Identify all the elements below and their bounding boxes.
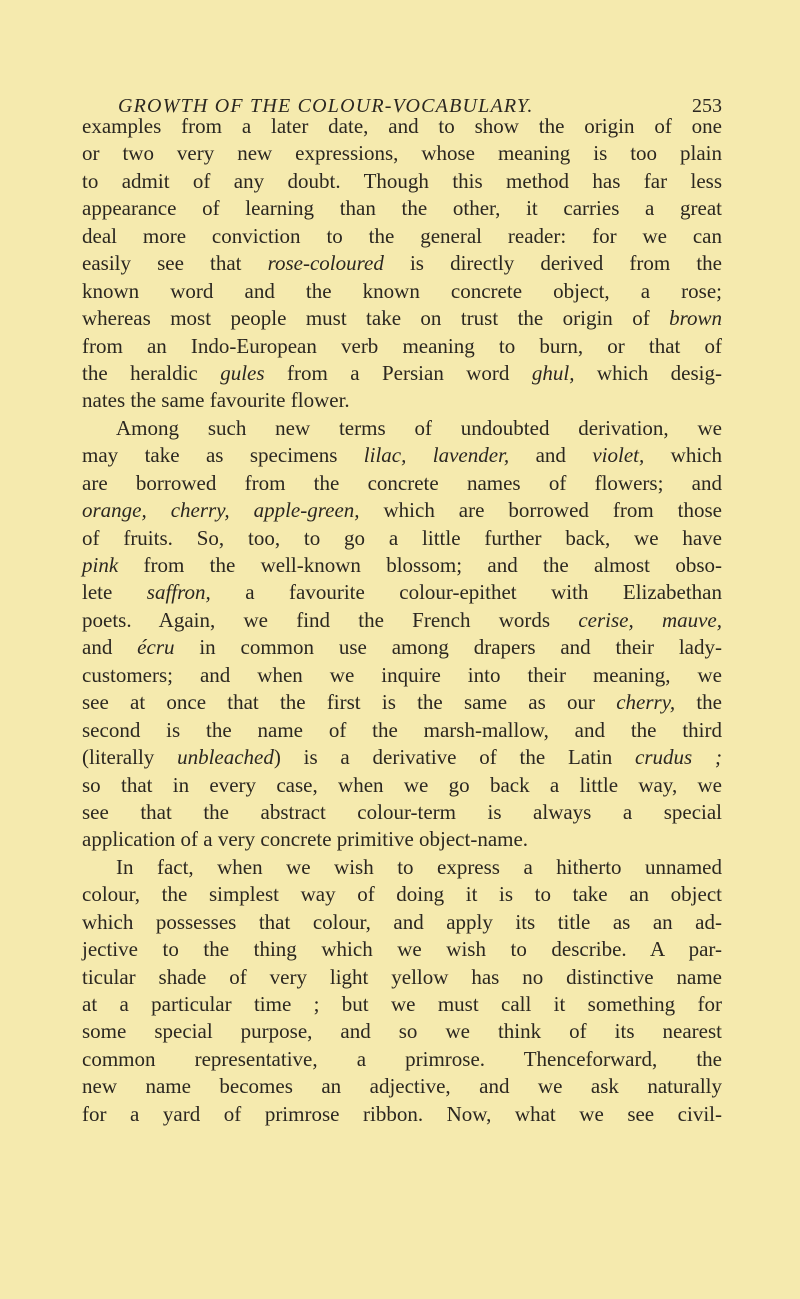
text-run: see that the abstract colour-term is always a special [82, 799, 722, 824]
text-run: Among such new terms of undoubted derivation, we [116, 415, 722, 440]
text-run: of fruits. So, too, to go a little further back, we have [82, 525, 722, 550]
text-run: In fact, when we wish to express a hitherto unnamed [116, 854, 722, 879]
text-run: which are borrowed from those [359, 498, 722, 523]
text-line [82, 525, 722, 552]
text-run: customers; and when we inquire into their meaning, we [82, 662, 722, 687]
text-run: which [644, 443, 722, 468]
text-line [82, 387, 722, 414]
text-line [82, 497, 722, 524]
text-line [82, 360, 722, 387]
text-line [82, 634, 722, 661]
text-run: from an Indo-European verb meaning to burn, or that of [82, 333, 722, 358]
text-line [82, 442, 722, 469]
text-run: from the well-known blossom; and the almost obso- [118, 553, 722, 577]
text-run: examples from a later date, and to show the origin of one [82, 114, 722, 138]
text-line [82, 223, 722, 250]
text-line [82, 305, 722, 332]
text-run: ticular shade of very light yellow has no distinctive name [82, 964, 722, 989]
text-line [82, 415, 722, 442]
text-line [82, 936, 722, 963]
running-title: GROWTH OF THE COLOUR-VOCABULARY. [118, 95, 534, 117]
body-text [82, 113, 722, 1128]
page-number: 253 [692, 95, 722, 117]
text-run: which possesses that colour, and apply its title as an ad- [82, 909, 722, 934]
text-line [82, 470, 722, 497]
text-run: whereas most people must take on trust the origin of [82, 306, 670, 331]
italic-term: pink [82, 553, 119, 577]
text-run: deal more conviction to the general reader: for we can [82, 223, 722, 248]
italic-term: écru [137, 635, 175, 660]
text-run: known word and the known concrete object, a rose; [82, 278, 722, 303]
text-line [82, 689, 722, 716]
text-line [82, 964, 722, 991]
text-run: jective to the thing which we wish to describe. A par- [82, 937, 722, 962]
italic-term: crudus ; [635, 745, 722, 770]
text-run: the [675, 690, 722, 715]
text-run: ) is a derivative of the Latin [273, 745, 636, 770]
text-line [82, 772, 722, 799]
text-run: or two very new expressions, whose meaning is too plain [82, 141, 722, 166]
text-run: new name becomes an adjective, and we ask naturally [82, 1074, 722, 1099]
text-run: so that in every case, when we go back a little way, we [82, 772, 722, 797]
text-run: some special purpose, and so we think of its nearest [82, 1019, 722, 1044]
text-run: common representative, a primrose. Thenceforward, the [82, 1046, 722, 1071]
italic-term: lilac, lavender, [363, 443, 510, 468]
text-run: application of a very concrete primitive object-name. [82, 827, 529, 852]
text-line [82, 1046, 722, 1073]
text-run: the heraldic [82, 360, 221, 385]
text-line [82, 552, 722, 579]
italic-term: rose-coloured [267, 251, 384, 276]
text-run: at a particular time ; but we must call it something for [82, 992, 722, 1016]
text-line [82, 662, 722, 689]
italic-term: ghul, [531, 360, 575, 385]
text-line [82, 607, 722, 634]
text-line [82, 195, 722, 222]
text-run: and [509, 443, 593, 468]
text-line [82, 140, 722, 167]
text-run: second is the name of the marsh-mallow, and the third [82, 717, 722, 742]
italic-term: orange, cherry, apple-green, [82, 498, 360, 523]
text-run: and [82, 635, 138, 660]
text-line [82, 278, 722, 305]
text-line [82, 113, 722, 140]
italic-term: unbleached [177, 745, 274, 770]
italic-term: saffron, [146, 580, 211, 605]
text-run: see at once that the first is the same as our [82, 690, 617, 715]
text-run: a favourite colour-epithet with Elizabethan [210, 580, 723, 605]
text-run: is directly derived from the [383, 251, 722, 276]
text-run: poets. Again, we find the French words [82, 607, 579, 632]
text-line [82, 744, 722, 771]
text-run: which desig- [574, 360, 723, 385]
text-run: may take as specimens [82, 443, 364, 468]
text-run: easily see that [82, 251, 268, 276]
text-run: lete [82, 580, 147, 605]
text-run: to admit of any doubt. Though this method has far less [82, 168, 722, 193]
text-line [82, 717, 722, 744]
text-run: appearance of learning than the other, it carries a great [82, 196, 722, 221]
text-line [82, 854, 722, 881]
text-line [82, 909, 722, 936]
text-run: in common use among drapers and their lady- [174, 635, 722, 660]
italic-term: cerise, mauve, [578, 607, 723, 632]
text-run: from a Persian word [264, 360, 532, 385]
text-line [82, 1101, 722, 1128]
text-line [82, 991, 722, 1018]
text-run: colour, the simplest way of doing it is to take an object [82, 882, 722, 907]
text-line [82, 1018, 722, 1045]
text-run: nates the same favourite flower. [82, 388, 350, 413]
text-line [82, 799, 722, 826]
text-line [82, 168, 722, 195]
text-run: (literally [82, 745, 178, 770]
text-run: for a yard of primrose ribbon. Now, what we see civil- [82, 1101, 722, 1126]
italic-term: brown [669, 306, 722, 331]
text-run: are borrowed from the concrete names of flowers; and [82, 470, 722, 495]
text-line [82, 826, 722, 853]
text-line [82, 250, 722, 277]
text-line [82, 333, 722, 360]
italic-term: gules [220, 360, 265, 385]
text-line [82, 881, 722, 908]
italic-term: cherry, [616, 690, 676, 715]
text-line [82, 1073, 722, 1100]
italic-term: violet, [592, 443, 645, 468]
text-line [82, 579, 722, 606]
